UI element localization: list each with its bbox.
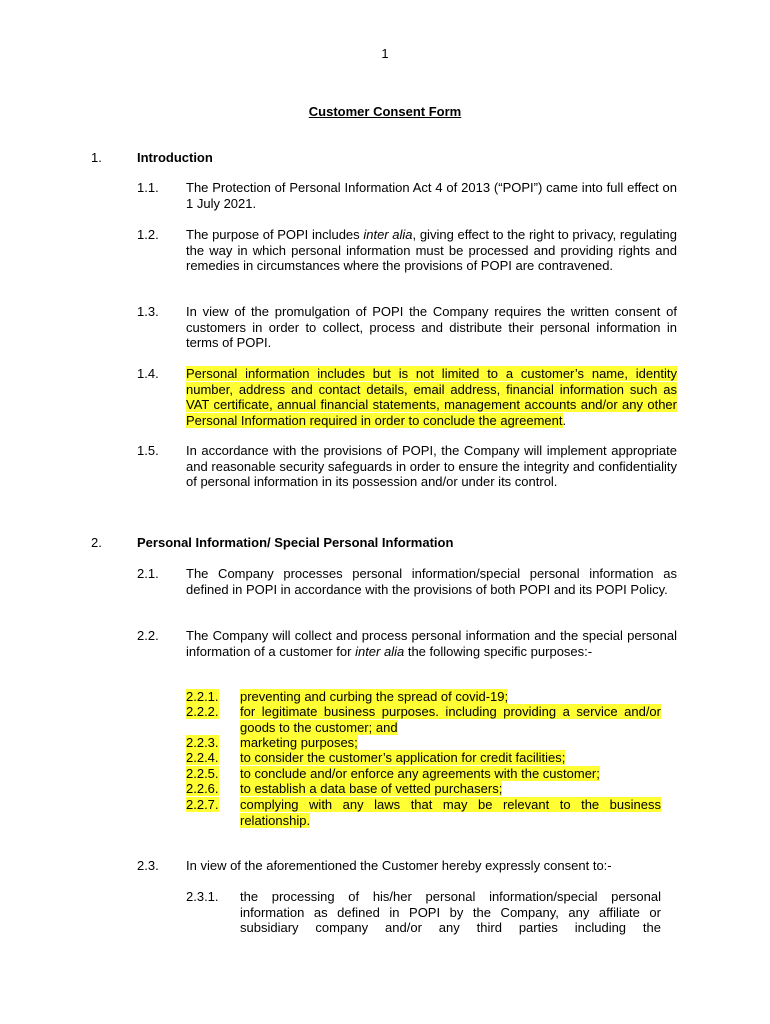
purpose-text: to consider the customer’s application for credit facilities; bbox=[240, 750, 566, 765]
purpose-number: 2.2.7. bbox=[186, 797, 219, 812]
clause-1-4-text: Personal information includes but is not limited to a customer’s name, identity number, address and contact details, email address, financial information such as VAT certificate, annual financial statements, management accounts and/or any other Personal Information required in order to conclude the agreement. bbox=[186, 366, 677, 428]
clause-1-1-number: 1.1. bbox=[137, 180, 159, 195]
section-1-heading: Introduction bbox=[137, 150, 213, 165]
purpose-text: to establish a data base of vetted purchasers; bbox=[240, 781, 503, 796]
consent-text: the processing of his/her personal information/special personal information as defined in POPI by the Company, any affiliate or subsidiary company and/or any third parties including the bbox=[240, 889, 661, 935]
clause-2-1-text: The Company processes personal information/special personal information as defined in POPI in accordance with the provisions of both POPI and its POPI Policy. bbox=[186, 566, 677, 597]
clause-2-3-number: 2.3. bbox=[137, 858, 159, 873]
purpose-text: complying with any laws that may be relevant to the business relationship. bbox=[240, 797, 661, 828]
clause-1-5-number: 1.5. bbox=[137, 443, 159, 458]
clause-1-2-text: The purpose of POPI includes inter alia, giving effect to the right to privacy, regulating the way in which personal information must be processed and providing rights and remedies in circumstances where the provisions of POPI are contravened. bbox=[186, 227, 678, 273]
consent-number: 2.3.1. bbox=[186, 889, 219, 904]
section-2-heading: Personal Information/ Special Personal Information bbox=[137, 535, 454, 550]
clause-1-4-number: 1.4. bbox=[137, 366, 159, 381]
clause-2-3-text: In view of the aforementioned the Customer hereby expressly consent to:- bbox=[186, 858, 612, 873]
page-number: 1 bbox=[381, 46, 389, 61]
clause-1-3-number: 1.3. bbox=[137, 304, 159, 319]
clause-2-2-number: 2.2. bbox=[137, 628, 159, 643]
purpose-number: 2.2.1. bbox=[186, 689, 219, 704]
clause-1-2-number: 1.2. bbox=[137, 227, 159, 242]
purpose-text: to conclude and/or enforce any agreements with the customer; bbox=[240, 766, 600, 781]
section-2-number: 2. bbox=[91, 535, 102, 550]
highlighted-text: Personal information includes but is not limited to a customer’s name, identity number, address and contact details, email address, financial information such as VAT certificate, annual financial statements, management accounts and/or any other Personal Information required in order to conclude the agreement bbox=[186, 366, 677, 428]
purpose-text: preventing and curbing the spread of covid-19; bbox=[240, 689, 509, 704]
section-1-number: 1. bbox=[91, 150, 102, 165]
purpose-number: 2.2.3. bbox=[186, 735, 219, 750]
page-title: Customer Consent Form bbox=[308, 104, 462, 119]
purpose-number: 2.2.6. bbox=[186, 781, 219, 796]
clause-2-1-number: 2.1. bbox=[137, 566, 159, 581]
clause-2-2-text: The Company will collect and process personal information and the special personal information of a customer for inter alia the following specific purposes:- bbox=[186, 628, 677, 659]
purpose-text: marketing purposes; bbox=[240, 735, 358, 750]
purpose-number: 2.2.2. bbox=[186, 704, 219, 719]
clause-1-1-text: The Protection of Personal Information Act 4 of 2013 (“POPI”) came into full effect on 1 July 2021. bbox=[186, 180, 677, 211]
purpose-text: for legitimate business purposes. including providing a service and/or goods to the customer; and bbox=[240, 704, 661, 735]
clause-1-3-text: In view of the promulgation of POPI the Company requires the written consent of customers in order to collect, process and distribute their personal information in terms of POPI. bbox=[186, 304, 677, 350]
clause-1-5-text: In accordance with the provisions of POPI, the Company will implement appropriate and reasonable security safeguards in order to ensure the integrity and confidentiality of personal information in its possession and/or under its control. bbox=[186, 443, 677, 489]
purpose-number: 2.2.4. bbox=[186, 750, 219, 765]
purpose-number: 2.2.5. bbox=[186, 766, 219, 781]
